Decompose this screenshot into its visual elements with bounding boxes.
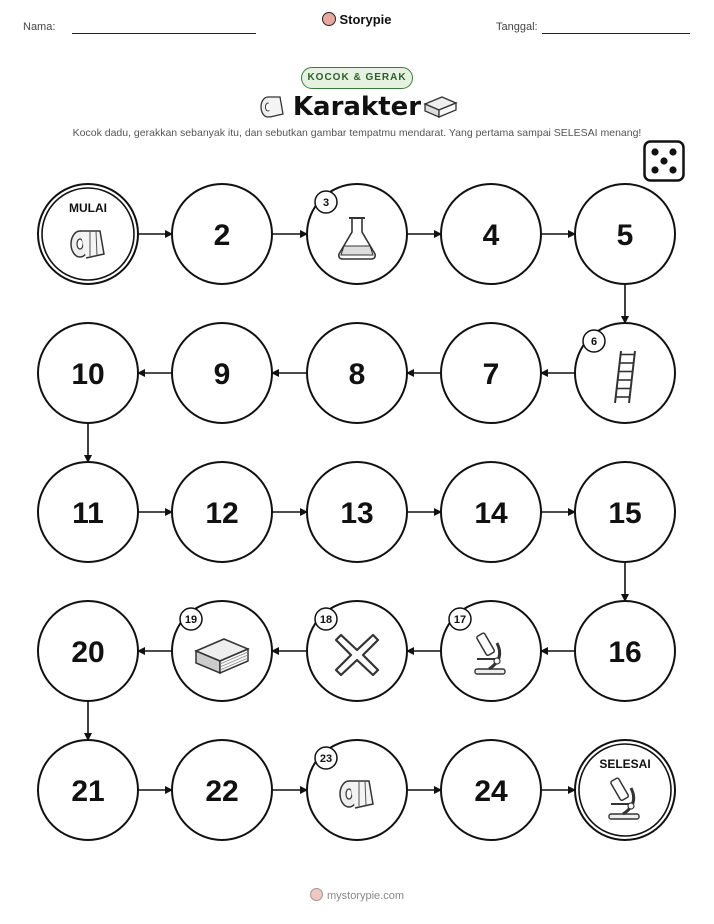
board-space[interactable] xyxy=(307,462,407,562)
start-space[interactable] xyxy=(38,184,138,284)
space-number: 4 xyxy=(482,219,500,252)
space-number-badge: 6 xyxy=(590,336,598,348)
space-number: 11 xyxy=(72,497,104,530)
space-number: 12 xyxy=(205,497,239,530)
board-space[interactable] xyxy=(172,740,272,840)
toilet-paper-icon xyxy=(340,781,373,808)
space-number-badge: 3 xyxy=(322,197,330,209)
board-space[interactable] xyxy=(307,740,407,840)
bear-logo-icon xyxy=(310,888,323,901)
space-number: 5 xyxy=(616,219,634,252)
date-label: Tanggal: xyxy=(496,21,538,33)
board-space[interactable] xyxy=(441,323,541,423)
board-space[interactable] xyxy=(575,462,675,562)
board-space[interactable] xyxy=(172,462,272,562)
board-space[interactable] xyxy=(441,462,541,562)
space-number-badge: 19 xyxy=(184,614,198,626)
board-space[interactable] xyxy=(38,601,138,701)
board-space[interactable] xyxy=(575,601,675,701)
space-number: 22 xyxy=(205,775,239,808)
space-number: 9 xyxy=(213,358,231,391)
board-space[interactable] xyxy=(575,323,675,423)
board-space[interactable] xyxy=(575,184,675,284)
page-title: Karakter xyxy=(292,92,422,122)
footer-url[interactable]: mystorypie.com xyxy=(326,890,405,902)
space-label: SELESAI xyxy=(599,757,651,771)
footer xyxy=(0,888,714,902)
space-number: 16 xyxy=(608,636,642,669)
brand-name: Storypie xyxy=(339,12,392,27)
name-label: Nama: xyxy=(23,21,56,33)
space-number: 2 xyxy=(213,219,231,252)
board-space[interactable] xyxy=(307,601,407,701)
board-space[interactable] xyxy=(38,462,138,562)
space-number: 7 xyxy=(482,358,500,391)
space-number-badge: 18 xyxy=(319,614,333,626)
board-space[interactable] xyxy=(307,184,407,284)
category-tag: KOCOK & GERAK xyxy=(301,67,413,89)
space-number-badge: 23 xyxy=(319,753,333,765)
board-space[interactable] xyxy=(38,323,138,423)
finish-space[interactable] xyxy=(575,740,675,840)
board-space[interactable] xyxy=(38,740,138,840)
board-space[interactable] xyxy=(441,601,541,701)
board-space[interactable] xyxy=(172,323,272,423)
instructions: Kocok dadu, gerakkan sebanyak itu, dan sebutkan gambar tempatmu mendarat. Yang pertama sampai SELESAI menang! xyxy=(72,127,642,139)
space-number: 15 xyxy=(608,497,642,530)
space-number: 20 xyxy=(71,636,105,669)
board-space[interactable] xyxy=(172,601,272,701)
space-number: 10 xyxy=(71,358,105,391)
space-number: 24 xyxy=(474,775,508,808)
space-label: MULAI xyxy=(69,201,107,215)
space-number-badge: 17 xyxy=(453,614,467,626)
board-space[interactable] xyxy=(307,323,407,423)
space-number: 13 xyxy=(340,497,374,530)
board-space[interactable] xyxy=(172,184,272,284)
space-number: 21 xyxy=(71,775,105,808)
board-space[interactable] xyxy=(441,740,541,840)
toilet-paper-icon xyxy=(71,231,104,258)
space-number: 8 xyxy=(348,358,366,391)
space-number: 14 xyxy=(474,497,508,530)
board-space[interactable] xyxy=(441,184,541,284)
